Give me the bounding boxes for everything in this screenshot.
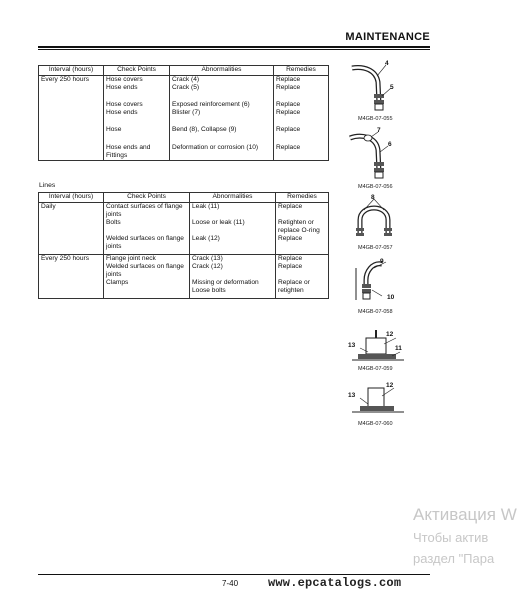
callout-number: 13 (348, 342, 356, 349)
column-header: Interval (hours) (39, 193, 104, 203)
header-rule-thin (38, 49, 430, 50)
abnormality-cell: Leak (11) (190, 203, 276, 220)
check-point-cell: Clamps (104, 279, 190, 299)
interval-cell: Every 250 hours (39, 76, 104, 85)
remedy-cell: Replace (274, 76, 329, 85)
table-header-row (39, 193, 329, 203)
page-title: MAINTENANCE (345, 31, 430, 43)
column-header: Abnormalities (170, 66, 274, 76)
figure-caption: M4GB-07-055 (358, 116, 393, 122)
check-point-cell: Bolts (104, 219, 190, 235)
abnormality-cell: Crack (5) (170, 84, 274, 92)
remedy-cell: Replace (274, 92, 329, 109)
header-rule (38, 46, 430, 48)
lines-check-table (38, 192, 329, 299)
remedy-cell: Replace (274, 109, 329, 117)
hose-blister-illustration (346, 128, 396, 182)
abnormality-cell: Exposed reinforcement (6) (170, 92, 274, 109)
table-header-row (39, 66, 329, 76)
hose-bend-illustration (350, 196, 400, 246)
table-row (39, 219, 329, 235)
activation-watermark: Чтобы актив (413, 530, 489, 545)
remedy-cell: Retighten or replace O-ring (276, 219, 329, 235)
table-row (39, 235, 329, 255)
interval-cell (39, 235, 104, 255)
check-point-cell: Hose ends (104, 84, 170, 92)
table-row (39, 255, 329, 280)
check-point-cell: Hose (104, 117, 170, 134)
abnormality-cell: Deformation or corrosion (10) (170, 134, 274, 161)
abnormality-cell: Crack (13) Crack (12) (190, 255, 276, 280)
callout-number: 11 (395, 345, 402, 352)
interval-cell (39, 109, 104, 117)
interval-cell (39, 279, 104, 299)
remedy-cell: Replace (274, 134, 329, 161)
interval-cell (39, 219, 104, 235)
table-row (39, 109, 329, 117)
table-row (39, 92, 329, 109)
lines-section-label: Lines (39, 182, 56, 189)
abnormality-cell: Missing or deformation Loose bolts (190, 279, 276, 299)
table-row (39, 134, 329, 161)
column-header: Check Points (104, 193, 190, 203)
check-point-cell: Hose covers (104, 76, 170, 85)
table-row (39, 117, 329, 134)
figure-caption: M4GB-07-060 (358, 421, 393, 427)
remedy-cell: Replace (274, 84, 329, 92)
page-number: 7-40 (222, 579, 239, 588)
callout-number: 8 (371, 194, 375, 201)
interval-cell (39, 117, 104, 134)
callout-number: 9 (380, 258, 384, 265)
callout-number: 12 (386, 331, 394, 338)
check-point-cell: Hose ends and Fittings (104, 134, 170, 161)
figure-caption: M4GB-07-057 (358, 245, 393, 251)
callout-number: 5 (390, 84, 394, 91)
figure-caption: M4GB-07-058 (358, 309, 393, 315)
interval-cell: Every 250 hours (39, 255, 104, 280)
callout-number: 13 (348, 392, 356, 399)
website-link[interactable]: www.epcatalogs.com (268, 576, 402, 590)
column-header: Interval (hours) (39, 66, 104, 76)
remedy-cell: Replace Replace (276, 255, 329, 280)
interval-cell (39, 84, 104, 92)
interval-cell (39, 92, 104, 109)
abnormality-cell: Crack (4) (170, 76, 274, 85)
callout-number: 4 (385, 60, 389, 67)
column-header: Check Points (104, 66, 170, 76)
column-header: Remedies (274, 66, 329, 76)
interval-cell: Daily (39, 203, 104, 220)
remedy-cell: Replace or retighten (276, 279, 329, 299)
activation-watermark: Активация W (413, 505, 517, 524)
callout-number: 7 (377, 127, 381, 134)
callout-number: 6 (388, 141, 392, 148)
figure-caption: M4GB-07-059 (358, 366, 393, 372)
column-header: Abnormalities (190, 193, 276, 203)
table-row (39, 279, 329, 299)
callout-number: 10 (387, 294, 395, 301)
figure-caption: M4GB-07-056 (358, 184, 393, 190)
check-point-cell: Welded surfaces on flange joints (104, 235, 190, 255)
table-row (39, 203, 329, 220)
check-point-cell: Flange joint neck Welded surfaces on flange joints (104, 255, 190, 280)
hoses-check-table (38, 65, 329, 161)
footer-rule (38, 574, 430, 575)
check-point-cell: Hose covers (104, 92, 170, 109)
check-point-cell: Contact surfaces of flange joints (104, 203, 190, 220)
abnormality-cell: Loose or leak (11) (190, 219, 276, 235)
callout-number: 12 (386, 382, 394, 389)
table-row (39, 84, 329, 92)
abnormality-cell: Leak (12) (190, 235, 276, 255)
remedy-cell: Replace (276, 235, 329, 255)
flange-neck-illustration (348, 382, 410, 418)
activation-watermark: раздел "Пара (413, 551, 495, 566)
abnormality-cell: Blister (7) (170, 109, 274, 117)
remedy-cell: Replace (274, 117, 329, 134)
interval-cell (39, 134, 104, 161)
remedy-cell: Replace (276, 203, 329, 220)
abnormality-cell: Bend (8), Collapse (9) (170, 117, 274, 134)
table-row (39, 76, 329, 85)
hose-crack-illustration (346, 60, 396, 112)
column-header: Remedies (276, 193, 329, 203)
check-point-cell: Hose ends (104, 109, 170, 117)
